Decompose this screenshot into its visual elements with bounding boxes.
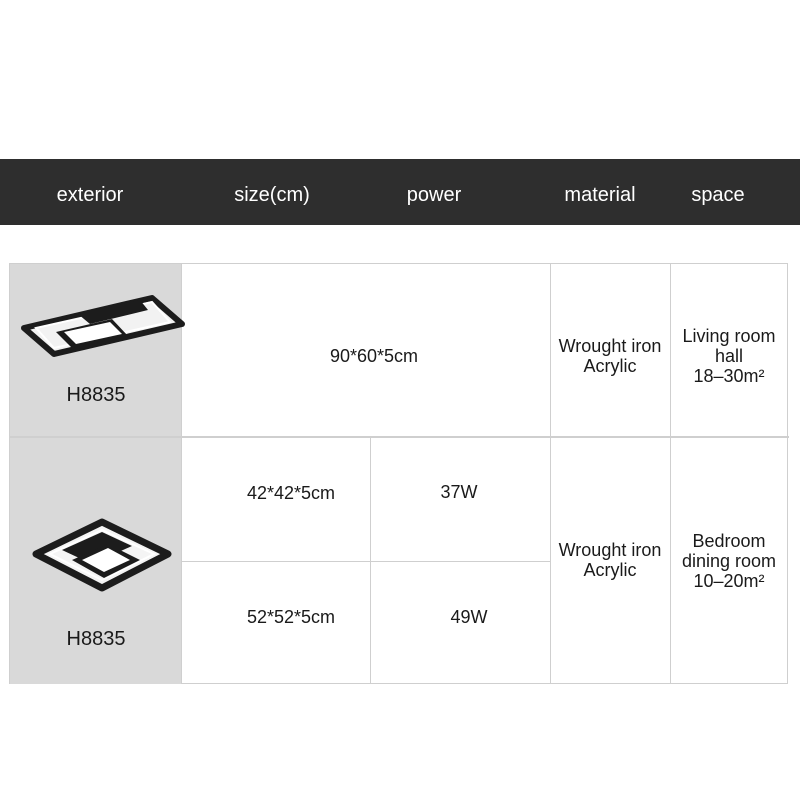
material-value: [559, 540, 662, 580]
power-value: 37W: [440, 482, 478, 502]
header-size: size(cm): [234, 184, 310, 206]
header-exterior: exterior: [56, 184, 124, 206]
header-material: material: [564, 184, 636, 206]
size-value: 42*42*5cm: [246, 483, 336, 503]
space-line: Living room: [682, 326, 776, 346]
size-value: 52*52*5cm: [246, 607, 336, 627]
space-value: [682, 326, 775, 386]
header-space: space: [691, 184, 745, 206]
size-value: 90*60*5cm: [329, 346, 419, 366]
model-label: H8835: [66, 384, 126, 406]
space-line: hall: [714, 346, 744, 366]
grid-line: [670, 264, 671, 684]
header-power: power: [406, 184, 462, 206]
table-header: [0, 159, 800, 225]
material-line: Wrought iron: [558, 540, 662, 560]
material-value: [559, 336, 662, 376]
material-line: Acrylic: [583, 356, 637, 376]
model-label: H8835: [66, 628, 126, 650]
space-line: 10–20m²: [693, 571, 765, 591]
space-line: 18–30m²: [693, 366, 765, 386]
space-value: [682, 531, 776, 591]
space-line: Bedroom: [692, 531, 766, 551]
grid-line: [181, 561, 550, 562]
power-value: 49W: [450, 607, 488, 627]
grid-line: [10, 436, 789, 438]
material-line: Acrylic: [583, 560, 637, 580]
grid-line: [550, 264, 551, 684]
square-ceiling-lamp-icon: [32, 520, 172, 590]
space-line: dining room: [681, 551, 777, 571]
material-line: Wrought iron: [558, 336, 662, 356]
spec-table: [9, 263, 788, 684]
rectangular-ceiling-lamp-icon: [20, 292, 180, 354]
